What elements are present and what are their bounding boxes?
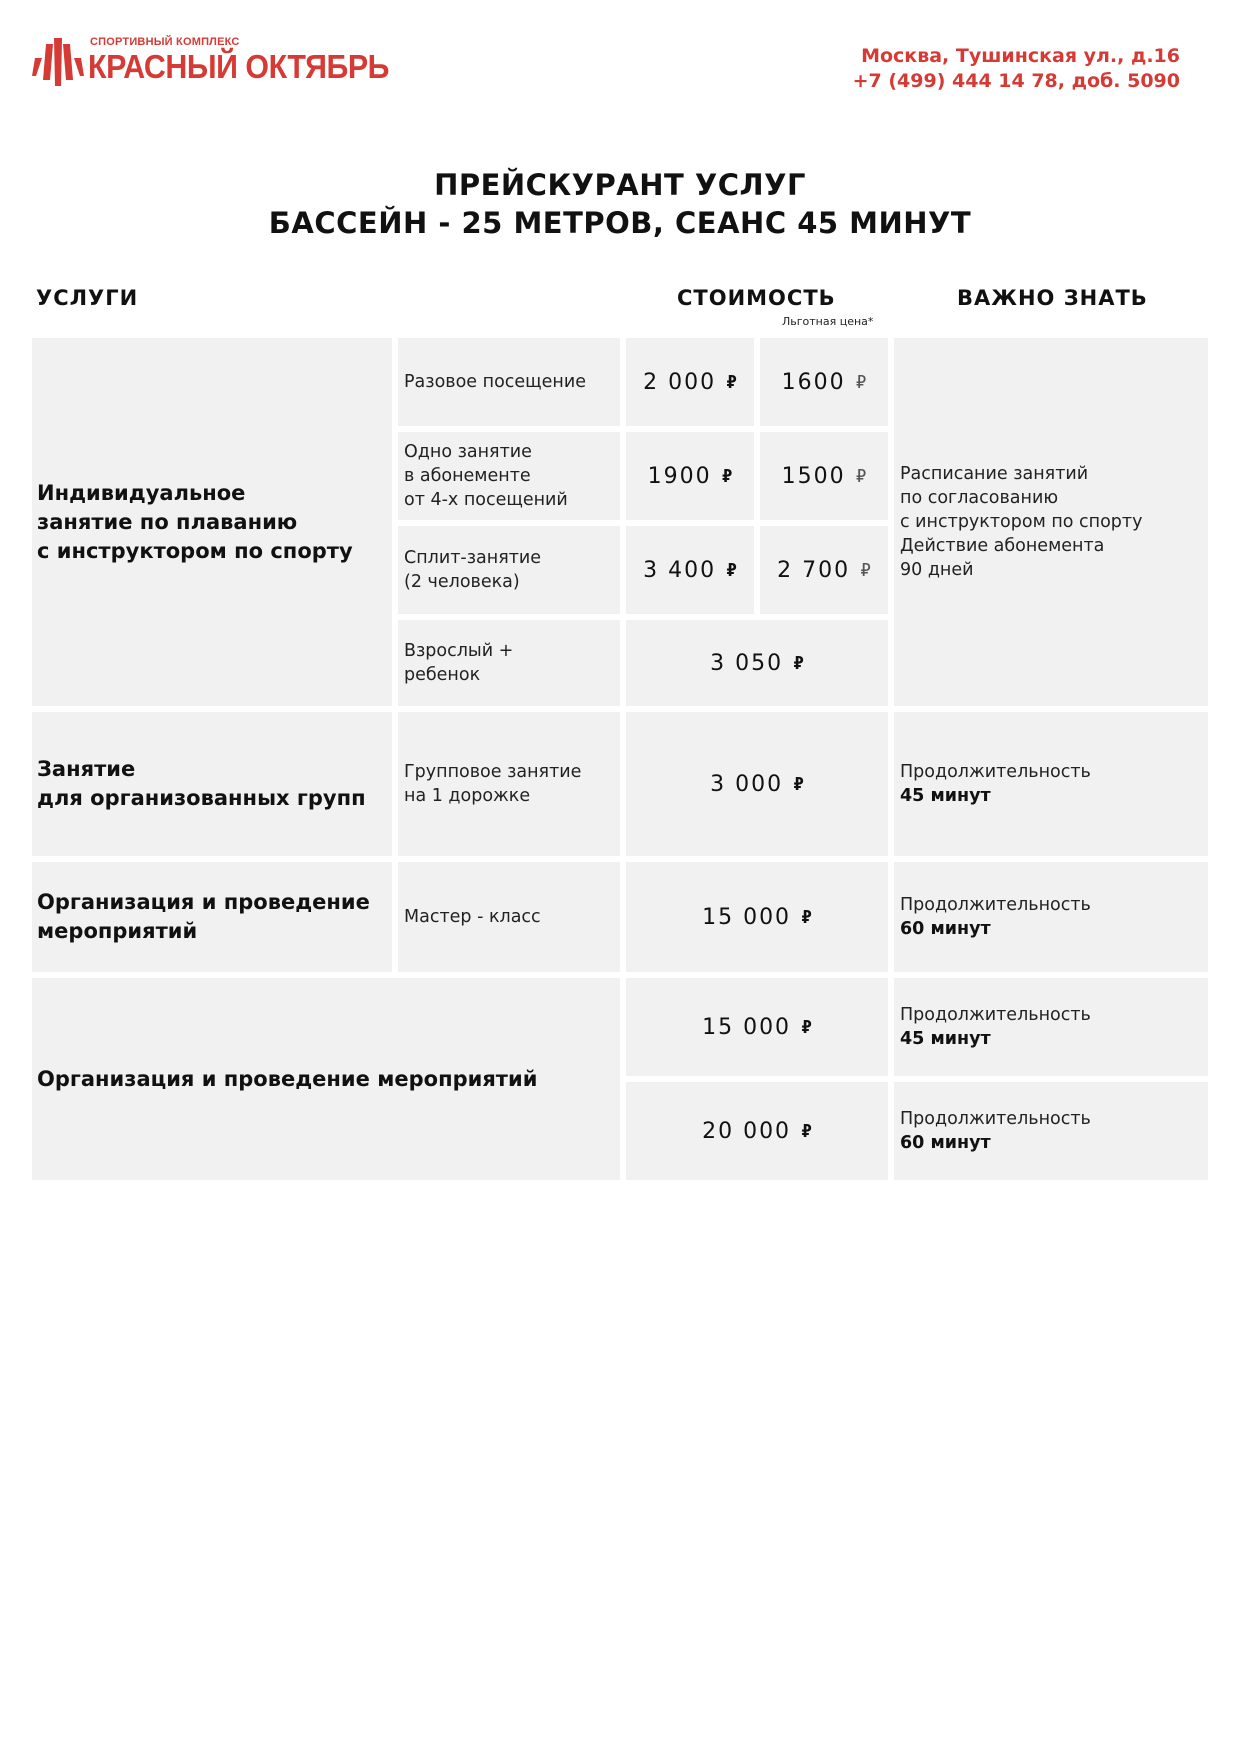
price-value: 3 000 bbox=[710, 771, 784, 797]
service-label: Разовое посещение bbox=[404, 372, 587, 392]
service-cell bbox=[398, 338, 620, 426]
discount-value: 2 700 bbox=[777, 557, 851, 583]
service-label: на 1 дорожке bbox=[404, 786, 531, 806]
phone: +7 (499) 444 14 78, доб. 5090 bbox=[852, 70, 1180, 92]
discount-value: 1600 bbox=[781, 369, 846, 395]
master-name-cell bbox=[32, 862, 392, 972]
events-name: Организация и проведение мероприятий bbox=[37, 1066, 538, 1091]
discount-price-cell bbox=[760, 526, 888, 614]
price-value: 3 050 bbox=[710, 650, 784, 676]
price-cell bbox=[626, 526, 754, 614]
ruble-sign: ₽ bbox=[860, 559, 871, 581]
price-cell bbox=[626, 978, 888, 1076]
ruble-sign: ₽ bbox=[855, 465, 867, 487]
service-label: Групповое занятие bbox=[404, 762, 582, 782]
service-label: Одно занятие bbox=[404, 442, 532, 462]
price-cell bbox=[626, 620, 888, 706]
groups-name-line: Занятие bbox=[37, 757, 136, 781]
ruble-sign: ₽ bbox=[793, 652, 804, 674]
ruble-sign: ₽ bbox=[801, 906, 812, 928]
events-name-cell bbox=[32, 978, 620, 1180]
ruble-sign: ₽ bbox=[793, 773, 804, 795]
info-value: 60 минут bbox=[900, 919, 991, 939]
page-title: ПРЕЙСКУРАНТ УСЛУГ bbox=[434, 168, 806, 202]
info-label: Продолжительность bbox=[900, 1005, 1091, 1025]
info-line: Расписание занятий bbox=[900, 464, 1089, 484]
info-label: Продолжительность bbox=[900, 1109, 1091, 1129]
ruble-sign: ₽ bbox=[801, 1120, 812, 1142]
info-line: по согласованию bbox=[900, 488, 1059, 508]
service-cell bbox=[398, 862, 620, 972]
discount-price-cell bbox=[760, 338, 888, 426]
logo-emblem-icon bbox=[32, 36, 84, 88]
individual-name-line: Индивидуальное bbox=[37, 480, 246, 505]
ruble-sign: ₽ bbox=[726, 371, 737, 393]
service-label: (2 человека) bbox=[404, 572, 520, 592]
service-label: ребенок bbox=[404, 665, 481, 685]
price-value: 3 400 bbox=[643, 557, 717, 583]
service-label: Взрослый + bbox=[404, 641, 514, 661]
groups-name-cell bbox=[32, 712, 392, 856]
price-value: 1900 bbox=[647, 463, 712, 489]
master-info-cell bbox=[894, 862, 1208, 972]
master-name-line: мероприятий bbox=[37, 919, 198, 943]
service-label: Сплит-занятие bbox=[404, 548, 542, 568]
ruble-sign: ₽ bbox=[855, 371, 867, 393]
info-label: Продолжительность bbox=[900, 762, 1091, 782]
service-label: от 4-х посещений bbox=[404, 490, 568, 510]
price-cell bbox=[626, 432, 754, 520]
info-label: Продолжительность bbox=[900, 895, 1091, 915]
service-cell bbox=[398, 620, 620, 706]
header-important: ВАЖНО ЗНАТЬ bbox=[957, 286, 1148, 310]
address: Москва, Тушинская ул., д.16 bbox=[861, 45, 1180, 67]
groups-name-line: для организованных групп bbox=[37, 786, 366, 810]
contacts bbox=[853, 44, 1180, 94]
price-cell bbox=[626, 862, 888, 972]
service-label: Мастер - класс bbox=[404, 907, 541, 927]
info-value: 45 минут bbox=[900, 1029, 991, 1049]
events-info-cell bbox=[894, 1082, 1208, 1180]
service-cell bbox=[398, 526, 620, 614]
logo bbox=[32, 36, 389, 88]
header-services: УСЛУГИ bbox=[36, 286, 139, 310]
price-value: 20 000 bbox=[702, 1118, 792, 1144]
ruble-sign: ₽ bbox=[801, 1016, 812, 1038]
ruble-sign: ₽ bbox=[726, 559, 737, 581]
service-label: в абонементе bbox=[404, 466, 531, 486]
price-value: 15 000 bbox=[702, 904, 792, 930]
info-line: 90 дней bbox=[900, 560, 974, 580]
price-value: 15 000 bbox=[702, 1014, 792, 1040]
price-cell bbox=[626, 338, 754, 426]
logo-subtitle: СПОРТИВНЫЙ КОМПЛЕКС bbox=[90, 36, 240, 48]
price-cell bbox=[626, 1082, 888, 1180]
discount-value: 1500 bbox=[781, 463, 846, 489]
individual-info-cell bbox=[894, 338, 1208, 706]
individual-name-line: с инструктором по спорту bbox=[37, 538, 353, 563]
individual-name-line: занятие по плаванию bbox=[37, 509, 298, 534]
page-subtitle: БАССЕЙН - 25 МЕТРОВ, СЕАНС 45 МИНУТ bbox=[268, 206, 972, 240]
master-name-line: Организация и проведение bbox=[37, 890, 370, 914]
info-line: с инструктором по спорту bbox=[900, 512, 1143, 532]
info-line: Действие абонемента bbox=[900, 536, 1105, 556]
individual-name-cell bbox=[32, 338, 392, 706]
discount-note: Льготная цена* bbox=[782, 315, 874, 328]
price-cell bbox=[626, 712, 888, 856]
info-value: 45 минут bbox=[900, 786, 991, 806]
header-cost: СТОИМОСТЬ bbox=[677, 286, 836, 310]
info-value: 60 минут bbox=[900, 1133, 991, 1153]
groups-info-cell bbox=[894, 712, 1208, 856]
service-cell bbox=[398, 712, 620, 856]
events-info-cell bbox=[894, 978, 1208, 1076]
ruble-sign: ₽ bbox=[721, 465, 733, 487]
service-cell bbox=[398, 432, 620, 520]
logo-name: КРАСНЫЙ ОКТЯБРЬ bbox=[88, 48, 389, 85]
price-value: 2 000 bbox=[643, 369, 717, 395]
discount-price-cell bbox=[760, 432, 888, 520]
